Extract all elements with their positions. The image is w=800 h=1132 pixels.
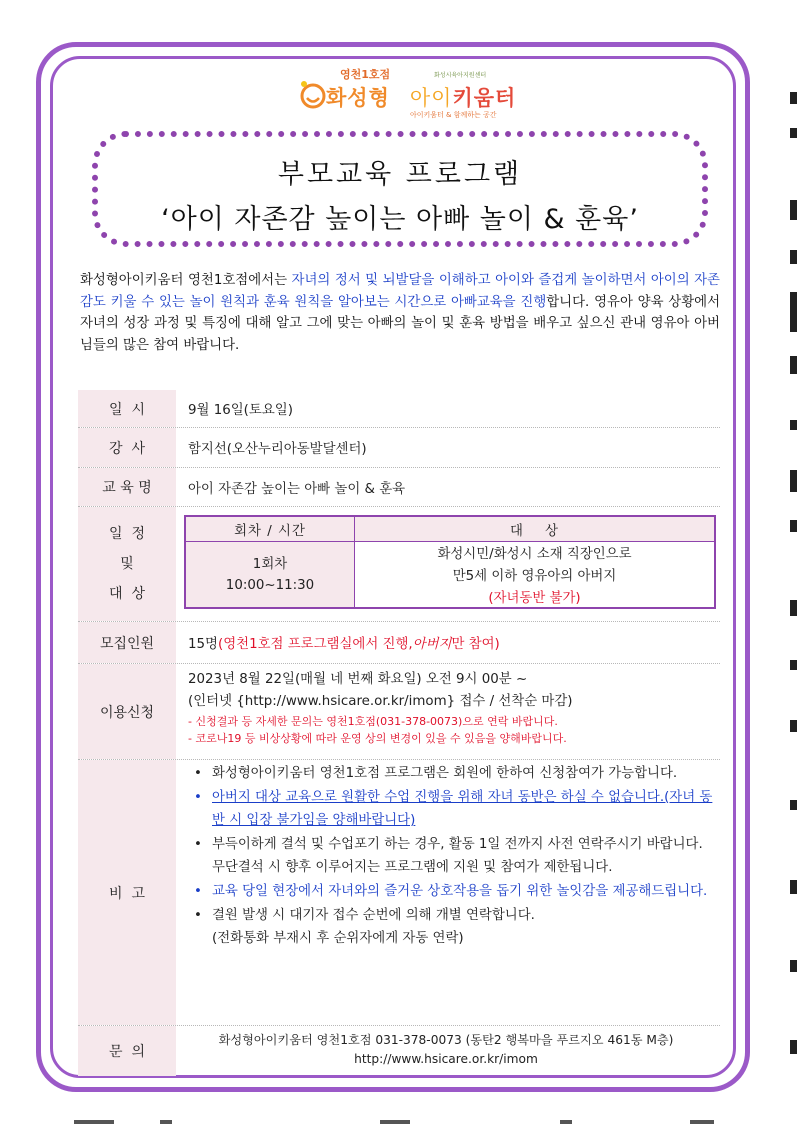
contact-url[interactable]: http://www.hsicare.or.kr/imom	[354, 1052, 538, 1066]
value-capacity: 15명 (영천1호점 프로그램실에서 진행, 아버지 만 참여)	[188, 637, 500, 652]
row-course	[78, 468, 720, 507]
row-schedule	[78, 507, 720, 622]
value-course: 아이 자존감 높이는 아빠 놀이 & 훈육	[188, 481, 406, 497]
remark-item: • 화성형아이키움터 영천1호점 프로그램은 회원에 한하여 신청참여가 가능합니다.	[194, 766, 678, 781]
label-schedule: 일 정 및 대 상	[78, 507, 176, 621]
schedule-header-target: 대 상	[355, 517, 714, 542]
value-apply: 2023년 8월 22일(매월 네 번째 화요일) 오전 9시 00분 ~ (인터넷 {http://www.hsicare.or.kr/imom} 접수 / 선착순 마감) - 신청결과 등 자세한 문의는 영천1호점(031-378-0073)으로 연락 바랍니다. - 코로나19 등 비상상황에 따라 운영 상의 변경이 있을 수 있음을 양해바랍니다.	[188, 672, 573, 745]
smiley-face-icon	[300, 80, 326, 110]
page-title: 부모교육 프로그램	[277, 159, 523, 190]
label-lecturer: 강 사	[78, 428, 176, 467]
logo-name: 화성형 아이키움터	[326, 86, 517, 110]
remark-item: • 교육 당일 현장에서 자녀와의 즐거운 상호작용을 돕기 위한 놀잇감을 제공해드립니다.	[194, 883, 708, 899]
intro-paragraph: 화성형아이키움터 영천1호점에서는 자녀의 정서 및 뇌발달을 이해하고 아이와 즐겁게 놀이하면서 아이의 자존감도 키울 수 있는 놀이 원칙과 훈육 원칙을 알아보는 시간으로 아빠교육을 진행합니다. 영유아 양육 상황에서 자녀의 성장 과정 및 특징에 대해 알고 그에 맞는 아빠의 놀이 및 훈육 방법을 배우고 싶으신 관내 영유아 아버님들의 많은 참여 바랍니다.	[80, 273, 720, 353]
page-subtitle: ‘아이 자존감 높이는 아빠 놀이 & 훈육’	[161, 204, 639, 235]
row-apply	[78, 664, 720, 760]
row-remarks	[78, 760, 720, 1026]
value-lecturer: 함지선(오산누리아동발달센터)	[188, 442, 367, 457]
label-contact: 문 의	[78, 1026, 176, 1076]
row-capacity	[78, 622, 720, 664]
row-date	[78, 390, 720, 428]
schedule-table	[184, 515, 716, 609]
label-remarks: 비 고	[78, 760, 176, 1025]
remark-item: • 부득이하게 결석 및 수업포기 하는 경우, 활동 1일 전까지 사전 연락주시기 바랍니다. 무단결석 시 향후 이루어지는 프로그램에 지원 및 참여가 제한됩니다.	[194, 836, 703, 876]
schedule-header-session: 회차 / 시간	[186, 517, 355, 542]
remark-item: • 아버지 대상 교육으로 원활한 수업 진행을 위해 자녀 동반은 하실 수 없습니다.(자녀 동반 시 입장 불가임을 양해바랍니다)	[194, 789, 713, 829]
row-lecturer	[78, 428, 720, 468]
logo-partner: 화성시육아지원센터	[434, 72, 487, 79]
row-contact	[78, 1026, 720, 1076]
schedule-session-cell: 1회차 10:00~11:30	[186, 542, 355, 607]
logo	[300, 66, 540, 122]
value-remarks	[188, 760, 714, 1025]
remark-item: • 결원 발생 시 대기자 접수 순번에 의해 개별 연락합니다. (전화통화 부재시 후 순위자에게 자동 연락)	[194, 907, 535, 947]
label-capacity: 모집인원	[78, 622, 176, 663]
scan-bottom-marks	[0, 1118, 800, 1132]
label-apply: 이용신청	[78, 664, 176, 759]
schedule-target-cell: 화성시민/화성시 소재 직장인으로 만5세 이하 영유아의 아버지 (자녀동반 불가)	[437, 547, 632, 606]
logo-tagline: 아이키움터 & 함께하는 공간	[410, 111, 497, 119]
scan-edge-marks	[786, 0, 800, 1132]
label-date: 일 시	[78, 390, 176, 427]
label-course: 교 육 명	[78, 468, 176, 506]
value-date: 9월 16일(토요일)	[188, 403, 293, 418]
value-contact: 화성형아이키움터 영천1호점 031-378-0073 (동탄2 행복마을 푸르지오 461동 M층) http://www.hsicare.or.kr/imom	[178, 1026, 714, 1076]
logo-branch: 영천1호점	[340, 68, 391, 81]
